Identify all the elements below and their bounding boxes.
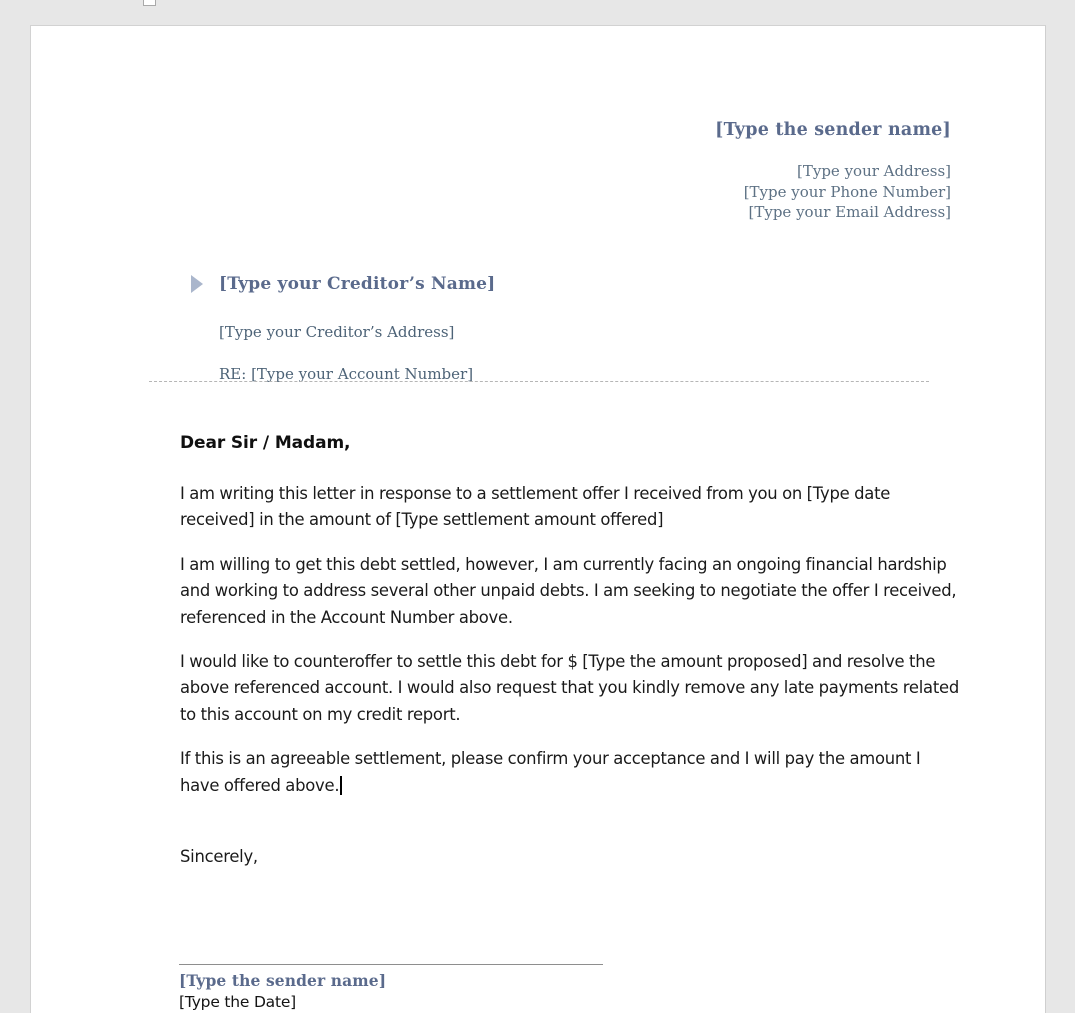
sender-email-field[interactable]: [Type your Email Address] xyxy=(748,203,951,221)
sender-address-field[interactable]: [Type your Address] xyxy=(796,162,951,180)
signature-date-field[interactable]: [Type the Date] xyxy=(179,993,297,1011)
sender-contact-block xyxy=(715,161,951,223)
creditor-name-field[interactable]: [Type your Creditor’s Name] xyxy=(219,274,496,294)
recipient-block xyxy=(191,274,495,383)
body-paragraph xyxy=(180,746,960,799)
creditor-address-field[interactable]: [Type your Creditor’s Address] xyxy=(219,323,455,341)
triangle-right-icon[interactable] xyxy=(191,275,203,293)
tab-stop-marker[interactable] xyxy=(143,0,156,6)
letter-body[interactable] xyxy=(180,433,960,866)
body-paragraph: I am writing this letter in response to a settlement offer I received from you on [Type date received] in the amount of [Type settlement amount offered] xyxy=(180,484,891,530)
salutation-line: Dear Sir / Madam, xyxy=(180,433,351,453)
document-page xyxy=(30,25,1046,1013)
sender-header-block xyxy=(715,120,951,223)
body-paragraph-text: If this is an agreeable settlement, please confirm your acceptance and I will pay the amount I have offered above. xyxy=(180,749,921,795)
body-paragraph: I would like to counteroffer to settle this debt for $ [Type the amount proposed] and resolve the above referenced account. I would also request that you kindly remove any late payments related to this account on my credit report. xyxy=(180,652,960,724)
body-paragraph: I am willing to get this debt settled, however, I am currently facing an ongoing financial hardship and working to address several other unpaid debts. I am seeking to negotiate the offer I received, referenced in the Account Number above. xyxy=(180,554,957,627)
sender-name-field[interactable]: [Type the sender name] xyxy=(715,120,951,140)
signature-sender-name-field[interactable]: [Type the sender name] xyxy=(179,971,387,990)
closing-line: Sincerely, xyxy=(180,847,258,867)
signature-block xyxy=(179,964,603,1011)
text-cursor-caret xyxy=(340,776,342,795)
creditor-name-row xyxy=(191,274,495,294)
account-number-field[interactable]: RE: [Type your Account Number] xyxy=(219,365,474,383)
section-divider xyxy=(149,381,929,382)
page-content-area[interactable] xyxy=(31,26,1045,1013)
signature-rule xyxy=(179,964,603,965)
sender-phone-field[interactable]: [Type your Phone Number] xyxy=(743,182,951,201)
